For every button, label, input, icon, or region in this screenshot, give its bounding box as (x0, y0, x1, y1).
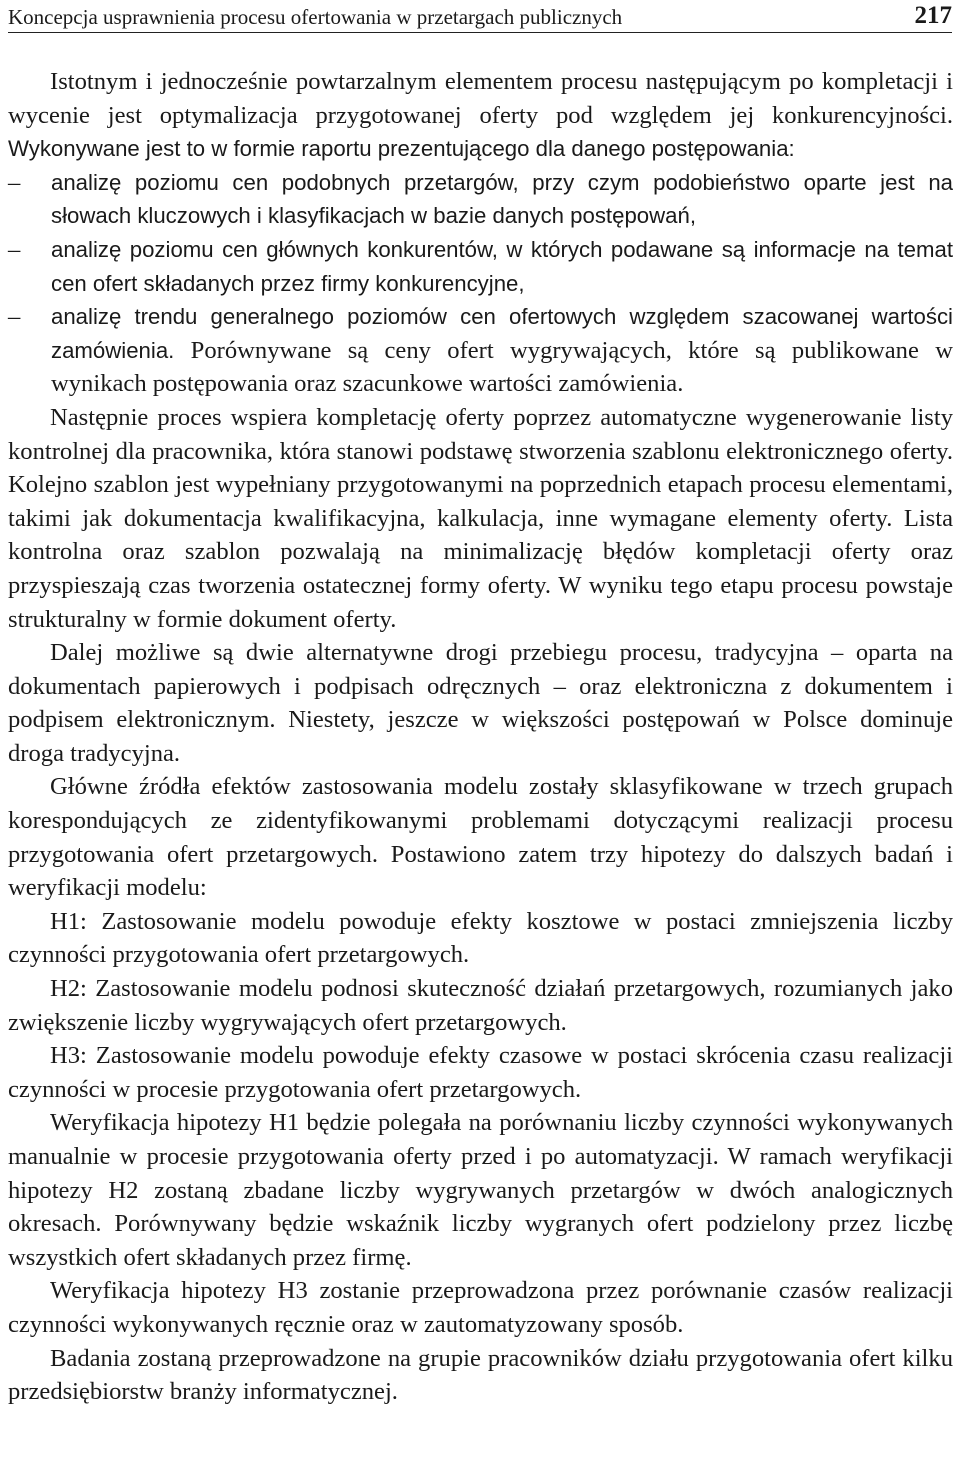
list-item-text: analizę poziomu cen podobnych przetargów, przy czym podobieństwo oparte jest na słowach kluczowych i klasyfikacjach w bazie danych postępowań, (51, 169, 953, 229)
hypothesis-h1: H1: Zastosowanie modelu powoduje efekty kosztowe w postaci zmniejszenia liczby czynności przygotowania ofert przetargowych. (8, 907, 953, 969)
dash-bullet: – (8, 168, 21, 196)
running-header (8, 2, 952, 33)
intro-sans-text: Wykonywane jest to w formie raportu prezentującego dla danego postępowania: (8, 136, 795, 162)
list-item (8, 233, 953, 300)
body-text (8, 65, 953, 1409)
paragraph-template: Następnie proces wspiera kompletację oferty poprzez automatyczne wygenerowanie listy kontrolnej dla pracownika, która stanowi podstawę stworzenia szablonu elektronicznego oferty. Kolejno szablon jest wypełniany przygotowanymi na poprzednich etapach procesu elementami, takimi jak dokumentacja kwalifikacyjna, kalkulacja, inne wymagane elementy oferty. Lista kontrolna oraz szablon pozwalają na minimalizację błędów kompletacji oferty oraz przyspieszają czas tworzenia ostatecznej formy oferty. W wyniku tego etapu procesu powstaje strukturalny w formie dokument oferty. (8, 403, 953, 633)
hypothesis-h3: H3: Zastosowanie modelu powoduje efekty czasowe w postaci skrócenia czasu realizacji czynności w procesie przygotowania ofert przetargowych. (8, 1042, 953, 1103)
paragraph-sources: Główne źródła efektów zastosowania modelu zostały sklasyfikowane w trzech grupach korespondujących ze zidentyfikowanymi problemami dotyczącymi realizacji procesu przygotowania ofert przetargowych. Postawiono zatem trzy hipotezy do dalszych badań i weryfikacji modelu: (8, 773, 953, 902)
page-number: 217 (914, 2, 952, 29)
paragraph-alternatives: Dalej możliwe są dwie alternatywne drogi przebiegu procesu, tradycyjna – oparta na dokumentach papierowych i podpisach odręcznych – oraz elektroniczna z dokumentem i podpisem elektronicznym. Niestety, jeszcze w większości postępowań w Polsce dominuje droga tradycyjna. (8, 639, 953, 767)
dash-bullet: – (8, 235, 21, 263)
list-item (8, 300, 953, 401)
intro-paragraph (8, 65, 953, 166)
running-title: Koncepcja usprawnienia procesu ofertowania w przetargach publicznych (8, 5, 623, 29)
paragraph-research-group: Badania zostaną przeprowadzone na grupie pracowników działu przygotowania ofert kilku przedsiębiorstw branży informatycznej. (8, 1344, 953, 1406)
paragraph-h3-verification: Weryfikacja hipotezy H3 zostanie przeprowadzona przez porównanie czasów realizacji czynności wykonywanych ręcznie oraz w zautomatyzowany sposób. (8, 1277, 953, 1338)
intro-serif-text: Istotnym i jednocześnie powtarzalnym elementem procesu następującym po kompletacji i wycenie jest optymalizacja przygotowanej oferty pod względem jej konkurencyjności. (8, 68, 953, 129)
dash-bullet: – (8, 303, 21, 331)
list-item-text: analizę trendu generalnego poziomów cen ofertowych względem szacowanej wartości zamówienia. (51, 304, 953, 363)
analysis-list (8, 166, 953, 401)
hypothesis-h2: H2: Zastosowanie modelu podnosi skuteczność działań przetargowych, rozumianych jako zwiększenie liczby wygrywających ofert przetargowych. (8, 975, 953, 1036)
list-item-continuation: Porównywane są ceny ofert wygrywających, które są publikowane w wynikach postępowania oraz szacunkowe wartości zamówienia. (51, 336, 953, 398)
list-item (8, 166, 953, 233)
list-item-text: analizę poziomu cen głównych konkurentów, w których podawane są informacje na temat cen ofert składanych przez firmy konkurencyjne, (51, 236, 953, 296)
paragraph-verification: Weryfikacja hipotezy H1 będzie polegała na porównaniu liczby czynności wykonywanych manualnie w procesie przygotowania oferty przed i po automatyzacji. W ramach weryfikacji hipotezy H2 zostaną zbadane liczby wygrywanych przetargów w dwóch analogicznych okresach. Porównywany będzie wskaźnik liczby wygranych ofert podzielony przez liczbę wszystkich ofert składanych przez firmę. (8, 1109, 953, 1271)
